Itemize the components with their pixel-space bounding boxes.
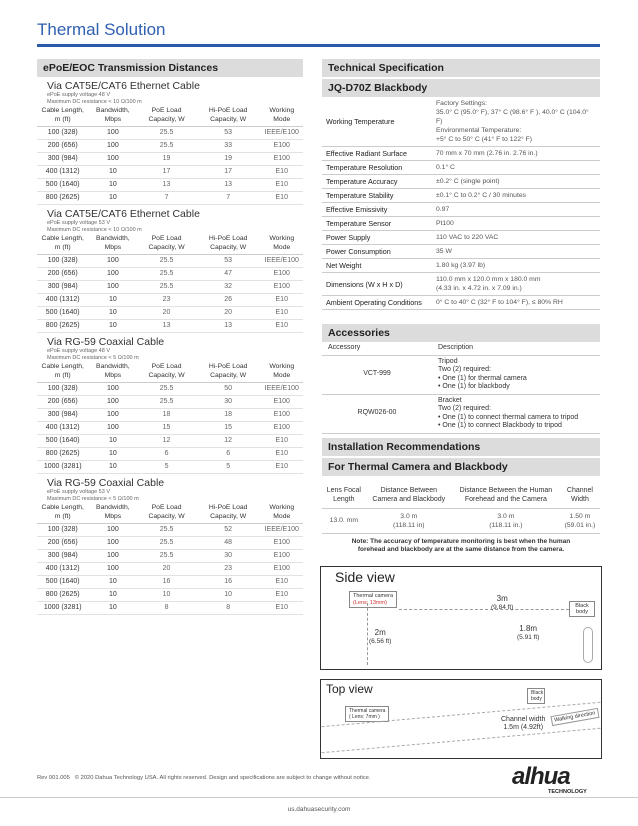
spec-row xyxy=(322,147,600,161)
spec-value: 110.0 mm x 120.0 mm x 180.0 mm (4.33 in. x 4.72 in. x 7.09 in.) xyxy=(432,273,600,296)
table-cell: 47 xyxy=(196,268,261,281)
page-title: Thermal Solution xyxy=(37,20,166,39)
column-header: Cable Length, m (ft) xyxy=(37,233,88,255)
accessory-name: RQW026-00 xyxy=(322,394,432,433)
table-cell: 100 xyxy=(88,140,137,153)
install-subheader: For Thermal Camera and Blackbody xyxy=(322,458,600,476)
table-row xyxy=(37,461,303,474)
accessory-desc: Bracket Two (2) required: • One (1) to connect thermal camera to tripod • One (1) to connect Blackbody to tripod xyxy=(432,394,600,433)
table-cell: 10 xyxy=(88,589,137,602)
section-resistance: Maximum DC resistance < 5 Ω/100 m xyxy=(47,495,139,502)
table-cell: 25.5 xyxy=(137,537,196,550)
table-row xyxy=(37,179,303,192)
table-cell: 13 xyxy=(137,179,196,192)
accessory-row xyxy=(322,394,600,433)
spec-value: 0.97 xyxy=(432,203,600,217)
install-note: Note: The accuracy of temperature monitoring is best when the human forehead and blackbody are at the same distance from the camera. xyxy=(351,537,571,553)
table-cell: E10 xyxy=(261,589,303,602)
spec-value: ±0.1° C to 0.2° C / 30 minutes xyxy=(432,189,600,203)
table-cell: 800 (2625) xyxy=(37,192,88,205)
table-row xyxy=(37,448,303,461)
table-cell: 17 xyxy=(196,166,261,179)
table-row xyxy=(37,563,303,576)
table-cell: 1000 (3281) xyxy=(37,461,88,474)
title-rule xyxy=(37,44,600,47)
table-cell: E10 xyxy=(261,320,303,333)
spec-key: Power Consumption xyxy=(322,245,432,259)
side-camera-label: Thermal camera (Lens: 13mm) xyxy=(349,591,397,608)
spec-row xyxy=(322,175,600,189)
table-row xyxy=(37,550,303,563)
table-row xyxy=(37,127,303,140)
table-row xyxy=(37,435,303,448)
table-cell: 800 (2625) xyxy=(37,589,88,602)
walking-direction-label: Walking direction xyxy=(550,708,599,726)
section-voltage: ePoE supply voltage 48 V xyxy=(47,348,110,354)
table-cell: 53 xyxy=(196,127,261,140)
distance-table xyxy=(37,105,303,205)
table-cell: E100 xyxy=(261,268,303,281)
table-cell: 500 (1640) xyxy=(37,179,88,192)
table-cell: 16 xyxy=(137,576,196,589)
table-row xyxy=(37,320,303,333)
table-cell: 52 xyxy=(196,524,261,537)
person-icon xyxy=(583,627,593,663)
distance-table xyxy=(37,233,303,333)
table-cell: 16 xyxy=(196,576,261,589)
column-header: PoE Load Capacity, W xyxy=(137,233,196,255)
acc-col-header: Description xyxy=(432,342,600,355)
spec-value: 35 W xyxy=(432,245,600,259)
table-cell: 19 xyxy=(196,153,261,166)
table-cell: 50 xyxy=(196,383,261,396)
column-header: Cable Length, m (ft) xyxy=(37,105,88,127)
column-header: Cable Length, m (ft) xyxy=(37,502,88,524)
table-row xyxy=(37,383,303,396)
table-row xyxy=(37,192,303,205)
spec-row xyxy=(322,97,600,147)
table-cell: E100 xyxy=(261,537,303,550)
table-cell: 100 xyxy=(88,409,137,422)
table-cell: E10 xyxy=(261,307,303,320)
accessory-desc: Tripod Two (2) required: • One (1) for thermal camera • One (1) for blackbody xyxy=(432,355,600,394)
table-cell: 500 (1640) xyxy=(37,576,88,589)
table-cell: E10 xyxy=(261,448,303,461)
distance-table xyxy=(37,502,303,615)
column-header: Bandwidth, Mbps xyxy=(88,105,137,127)
top-blackbody: Black body xyxy=(527,688,545,704)
table-cell: E10 xyxy=(261,602,303,615)
accessories-table xyxy=(322,342,600,434)
table-cell: 33 xyxy=(196,140,261,153)
table-cell: 100 (328) xyxy=(37,255,88,268)
spec-key: Effective Radiant Surface xyxy=(322,147,432,161)
table-cell: 7 xyxy=(196,192,261,205)
column-header: Working Mode xyxy=(261,233,303,255)
table-row xyxy=(37,281,303,294)
install-cell: 1.50 m (59.01 in.) xyxy=(560,508,600,533)
table-cell: 30 xyxy=(196,396,261,409)
table-cell: 100 xyxy=(88,127,137,140)
column-header: Hi-PoE Load Capacity, W xyxy=(196,502,261,524)
top-view-title: Top view xyxy=(326,682,373,696)
table-row xyxy=(37,589,303,602)
section-voltage: ePoE supply voltage 53 V xyxy=(47,220,110,226)
table-cell: 8 xyxy=(196,602,261,615)
table-cell: E100 xyxy=(261,550,303,563)
table-cell: 13 xyxy=(137,320,196,333)
spec-value: Pt100 xyxy=(432,217,600,231)
table-cell: E10 xyxy=(261,294,303,307)
table-cell: 100 (328) xyxy=(37,524,88,537)
section-resistance: Maximum DC resistance < 10 Ω/100 m xyxy=(47,226,142,233)
table-cell: 25.5 xyxy=(137,268,196,281)
table-cell: 25.5 xyxy=(137,281,196,294)
table-cell: 10 xyxy=(88,294,137,307)
table-cell: IEEE/E100 xyxy=(261,255,303,268)
column-header: PoE Load Capacity, W xyxy=(137,361,196,383)
table-cell: 25.5 xyxy=(137,255,196,268)
section-title: Via CAT5E/CAT6 Ethernet Cable xyxy=(47,80,200,92)
spec-key: Ambient Operating Conditions xyxy=(322,296,432,310)
section-title: Via RG-59 Coaxial Cable xyxy=(47,336,165,348)
install-header: Installation Recommendations xyxy=(322,438,600,456)
table-row xyxy=(37,602,303,615)
table-cell: 200 (656) xyxy=(37,268,88,281)
table-cell: E10 xyxy=(261,576,303,589)
table-cell: 18 xyxy=(137,409,196,422)
table-cell: 100 xyxy=(88,396,137,409)
table-cell: 48 xyxy=(196,537,261,550)
table-row xyxy=(37,576,303,589)
accessory-name: VCT-999 xyxy=(322,355,432,394)
table-cell: 25.5 xyxy=(137,524,196,537)
section-voltage: ePoE supply voltage 48 V xyxy=(47,92,110,98)
accessories-header: Accessories xyxy=(322,324,600,342)
side-person-height: 1.8m (5.91 ft) xyxy=(517,624,540,641)
spec-value: 1.80 kg (3.97 lb) xyxy=(432,259,600,273)
table-row xyxy=(37,524,303,537)
spec-key: Effective Emissivity xyxy=(322,203,432,217)
install-col-header: Distance Between the Human Forehead and the Camera xyxy=(452,482,560,509)
table-cell: 25.5 xyxy=(137,383,196,396)
table-cell: 100 (328) xyxy=(37,383,88,396)
top-view-diagram xyxy=(320,679,602,759)
spec-key: Temperature Sensor xyxy=(322,217,432,231)
column-header: Working Mode xyxy=(261,361,303,383)
table-cell: 15 xyxy=(196,422,261,435)
column-header: Hi-PoE Load Capacity, W xyxy=(196,105,261,127)
table-cell: E100 xyxy=(261,409,303,422)
acc-col-header: Accessory xyxy=(322,342,432,355)
table-cell: E100 xyxy=(261,281,303,294)
table-cell: E100 xyxy=(261,153,303,166)
table-cell: E10 xyxy=(261,179,303,192)
table-cell: 100 (328) xyxy=(37,127,88,140)
table-cell: 1000 (3281) xyxy=(37,602,88,615)
install-row xyxy=(322,508,600,533)
table-cell: 100 xyxy=(88,537,137,550)
table-cell: 25.5 xyxy=(137,550,196,563)
table-cell: 400 (1312) xyxy=(37,166,88,179)
transmission-header: ePoE/EOC Transmission Distances xyxy=(37,59,303,77)
spec-table xyxy=(322,97,600,310)
table-cell: 300 (984) xyxy=(37,409,88,422)
model-header: JQ-D70Z Blackbody xyxy=(322,79,600,97)
install-col-header: Lens Focal Length xyxy=(322,482,366,509)
table-cell: 400 (1312) xyxy=(37,422,88,435)
table-cell: E10 xyxy=(261,461,303,474)
table-cell: 20 xyxy=(137,563,196,576)
spec-row xyxy=(322,217,600,231)
section-resistance: Maximum DC resistance < 5 Ω/100 m xyxy=(47,354,139,361)
table-cell: 300 (984) xyxy=(37,153,88,166)
table-cell: 13 xyxy=(196,179,261,192)
column-header: PoE Load Capacity, W xyxy=(137,105,196,127)
table-row xyxy=(37,294,303,307)
dahua-logo: alhua xyxy=(512,763,570,790)
side-distance-label: 3m (9.84 ft) xyxy=(491,594,514,611)
table-cell: IEEE/E100 xyxy=(261,383,303,396)
spec-row xyxy=(322,189,600,203)
column-header: Bandwidth, Mbps xyxy=(88,233,137,255)
column-header: PoE Load Capacity, W xyxy=(137,502,196,524)
logo-subtitle: TECHNOLOGY xyxy=(548,789,587,795)
table-cell: 10 xyxy=(88,320,137,333)
table-cell: 300 (984) xyxy=(37,550,88,563)
table-cell: 100 xyxy=(88,383,137,396)
table-row xyxy=(37,255,303,268)
column-header: Bandwidth, Mbps xyxy=(88,361,137,383)
table-cell: 800 (2625) xyxy=(37,448,88,461)
table-cell: 100 xyxy=(88,550,137,563)
table-row xyxy=(37,422,303,435)
table-cell: 32 xyxy=(196,281,261,294)
spec-key: Temperature Accuracy xyxy=(322,175,432,189)
spec-value: 70 mm x 70 mm (2.76 in. 2.76 in.) xyxy=(432,147,600,161)
table-cell: E100 xyxy=(261,422,303,435)
side-blackbody: Black body xyxy=(569,601,595,617)
table-cell: 500 (1640) xyxy=(37,307,88,320)
spec-value: Factory Settings: 35.0° C (95.0° F), 37° C (98.6° F ), 40.0° C (104.0° F) Environmental Temperature: +5° C to 50° C (41° F to 122° F) xyxy=(432,97,600,147)
spec-key: Net Weight xyxy=(322,259,432,273)
table-cell: 100 xyxy=(88,281,137,294)
transmission-column xyxy=(37,59,303,615)
table-cell: 10 xyxy=(88,435,137,448)
spec-value: 0° C to 40° C (32° F to 104° F), ≤ 80% RH xyxy=(432,296,600,310)
table-row xyxy=(37,166,303,179)
install-col-header: Channel Width xyxy=(560,482,600,509)
table-cell: 20 xyxy=(137,307,196,320)
table-cell: 10 xyxy=(88,448,137,461)
column-header: Bandwidth, Mbps xyxy=(88,502,137,524)
table-cell: E100 xyxy=(261,396,303,409)
table-cell: E100 xyxy=(261,563,303,576)
table-cell: 25.5 xyxy=(137,140,196,153)
table-cell: 10 xyxy=(88,307,137,320)
distance-table xyxy=(37,361,303,474)
table-cell: 10 xyxy=(88,576,137,589)
table-row xyxy=(37,307,303,320)
section-voltage: ePoE supply voltage 53 V xyxy=(47,489,110,495)
table-cell: 23 xyxy=(196,563,261,576)
table-cell: 12 xyxy=(137,435,196,448)
spec-row xyxy=(322,296,600,310)
table-cell: 20 xyxy=(196,307,261,320)
table-cell: E100 xyxy=(261,140,303,153)
table-cell: 300 (984) xyxy=(37,281,88,294)
install-cell: 3.0 m (118.11 in.) xyxy=(452,508,560,533)
spec-key: Power Supply xyxy=(322,231,432,245)
column-header: Working Mode xyxy=(261,105,303,127)
table-cell: 500 (1640) xyxy=(37,435,88,448)
table-cell: E10 xyxy=(261,166,303,179)
table-cell: 10 xyxy=(88,461,137,474)
table-cell: 23 xyxy=(137,294,196,307)
table-cell: 100 xyxy=(88,268,137,281)
spec-row xyxy=(322,161,600,175)
spec-row xyxy=(322,273,600,296)
spec-key: Temperature Stability xyxy=(322,189,432,203)
column-header: Hi-PoE Load Capacity, W xyxy=(196,233,261,255)
table-cell: 25.5 xyxy=(137,396,196,409)
side-view-diagram xyxy=(320,566,602,670)
table-cell: 30 xyxy=(196,550,261,563)
table-cell: 15 xyxy=(137,422,196,435)
table-cell: 53 xyxy=(196,255,261,268)
spec-value: ±0.2° C (single point) xyxy=(432,175,600,189)
table-cell: 10 xyxy=(88,602,137,615)
table-cell: 100 xyxy=(88,153,137,166)
table-cell: 7 xyxy=(137,192,196,205)
table-cell: 100 xyxy=(88,563,137,576)
table-row xyxy=(37,409,303,422)
table-cell: 17 xyxy=(137,166,196,179)
table-cell: 100 xyxy=(88,422,137,435)
top-camera-label: Thermal camera ( Lens: 7mm ) xyxy=(345,706,389,722)
column-header: Working Mode xyxy=(261,502,303,524)
install-cell: 13.0. mm xyxy=(322,508,366,533)
section-title: Via RG-59 Coaxial Cable xyxy=(47,477,165,489)
table-cell: 8 xyxy=(137,602,196,615)
table-cell: 10 xyxy=(88,192,137,205)
table-row xyxy=(37,140,303,153)
footer-text: Rev 001.005 © 2020 Dahua Technology USA. All rights reserved. Design and specifications are subject to change without notice. xyxy=(37,775,371,781)
table-cell: 19 xyxy=(137,153,196,166)
table-row xyxy=(37,268,303,281)
table-cell: 25.5 xyxy=(137,127,196,140)
table-cell: 10 xyxy=(88,166,137,179)
table-row xyxy=(37,153,303,166)
tech-spec-header: Technical Specification xyxy=(322,59,600,77)
table-cell: 400 (1312) xyxy=(37,294,88,307)
spec-value: 0.1° C xyxy=(432,161,600,175)
install-table xyxy=(322,482,600,534)
table-cell: 10 xyxy=(137,589,196,602)
table-cell: 6 xyxy=(196,448,261,461)
accessory-row xyxy=(322,355,600,394)
table-cell: 400 (1312) xyxy=(37,563,88,576)
table-cell: 10 xyxy=(196,589,261,602)
install-cell: 3.0 m (118.11 in) xyxy=(366,508,452,533)
spec-row xyxy=(322,259,600,273)
table-cell: 6 xyxy=(137,448,196,461)
table-cell: 13 xyxy=(196,320,261,333)
side-view-title: Side view xyxy=(335,569,395,585)
section-title: Via CAT5E/CAT6 Ethernet Cable xyxy=(47,208,200,220)
table-cell: IEEE/E100 xyxy=(261,524,303,537)
spec-row xyxy=(322,245,600,259)
spec-row xyxy=(322,203,600,217)
install-col-header: Distance Between Camera and Blackbody xyxy=(366,482,452,509)
section-resistance: Maximum DC resistance < 10 Ω/100 m xyxy=(47,98,142,105)
table-cell: 100 xyxy=(88,524,137,537)
table-cell: IEEE/E100 xyxy=(261,127,303,140)
spec-row xyxy=(322,231,600,245)
table-cell: 200 (656) xyxy=(37,537,88,550)
channel-width-label: Channel width 1.5m (4.92ft) xyxy=(501,716,546,731)
spec-column xyxy=(322,59,600,555)
table-cell: 200 (656) xyxy=(37,140,88,153)
table-cell: 5 xyxy=(196,461,261,474)
table-cell: 800 (2625) xyxy=(37,320,88,333)
table-cell: 12 xyxy=(196,435,261,448)
table-cell: E10 xyxy=(261,192,303,205)
table-cell: 18 xyxy=(196,409,261,422)
table-cell: 26 xyxy=(196,294,261,307)
table-cell: 5 xyxy=(137,461,196,474)
spec-value: 110 VAC to 220 VAC xyxy=(432,231,600,245)
table-cell: E10 xyxy=(261,435,303,448)
spec-key: Working Temperature xyxy=(322,97,432,147)
column-header: Cable Length, m (ft) xyxy=(37,361,88,383)
side-camera-height: 2m (6.56 ft) xyxy=(369,628,392,645)
column-header: Hi-PoE Load Capacity, W xyxy=(196,361,261,383)
table-row xyxy=(37,396,303,409)
footer-url: us.dahuasecurity.com xyxy=(287,806,351,813)
table-cell: 200 (656) xyxy=(37,396,88,409)
table-cell: 100 xyxy=(88,255,137,268)
table-cell: 10 xyxy=(88,179,137,192)
spec-key: Dimensions (W x H x D) xyxy=(322,273,432,296)
spec-key: Temperature Resolution xyxy=(322,161,432,175)
table-row xyxy=(37,537,303,550)
